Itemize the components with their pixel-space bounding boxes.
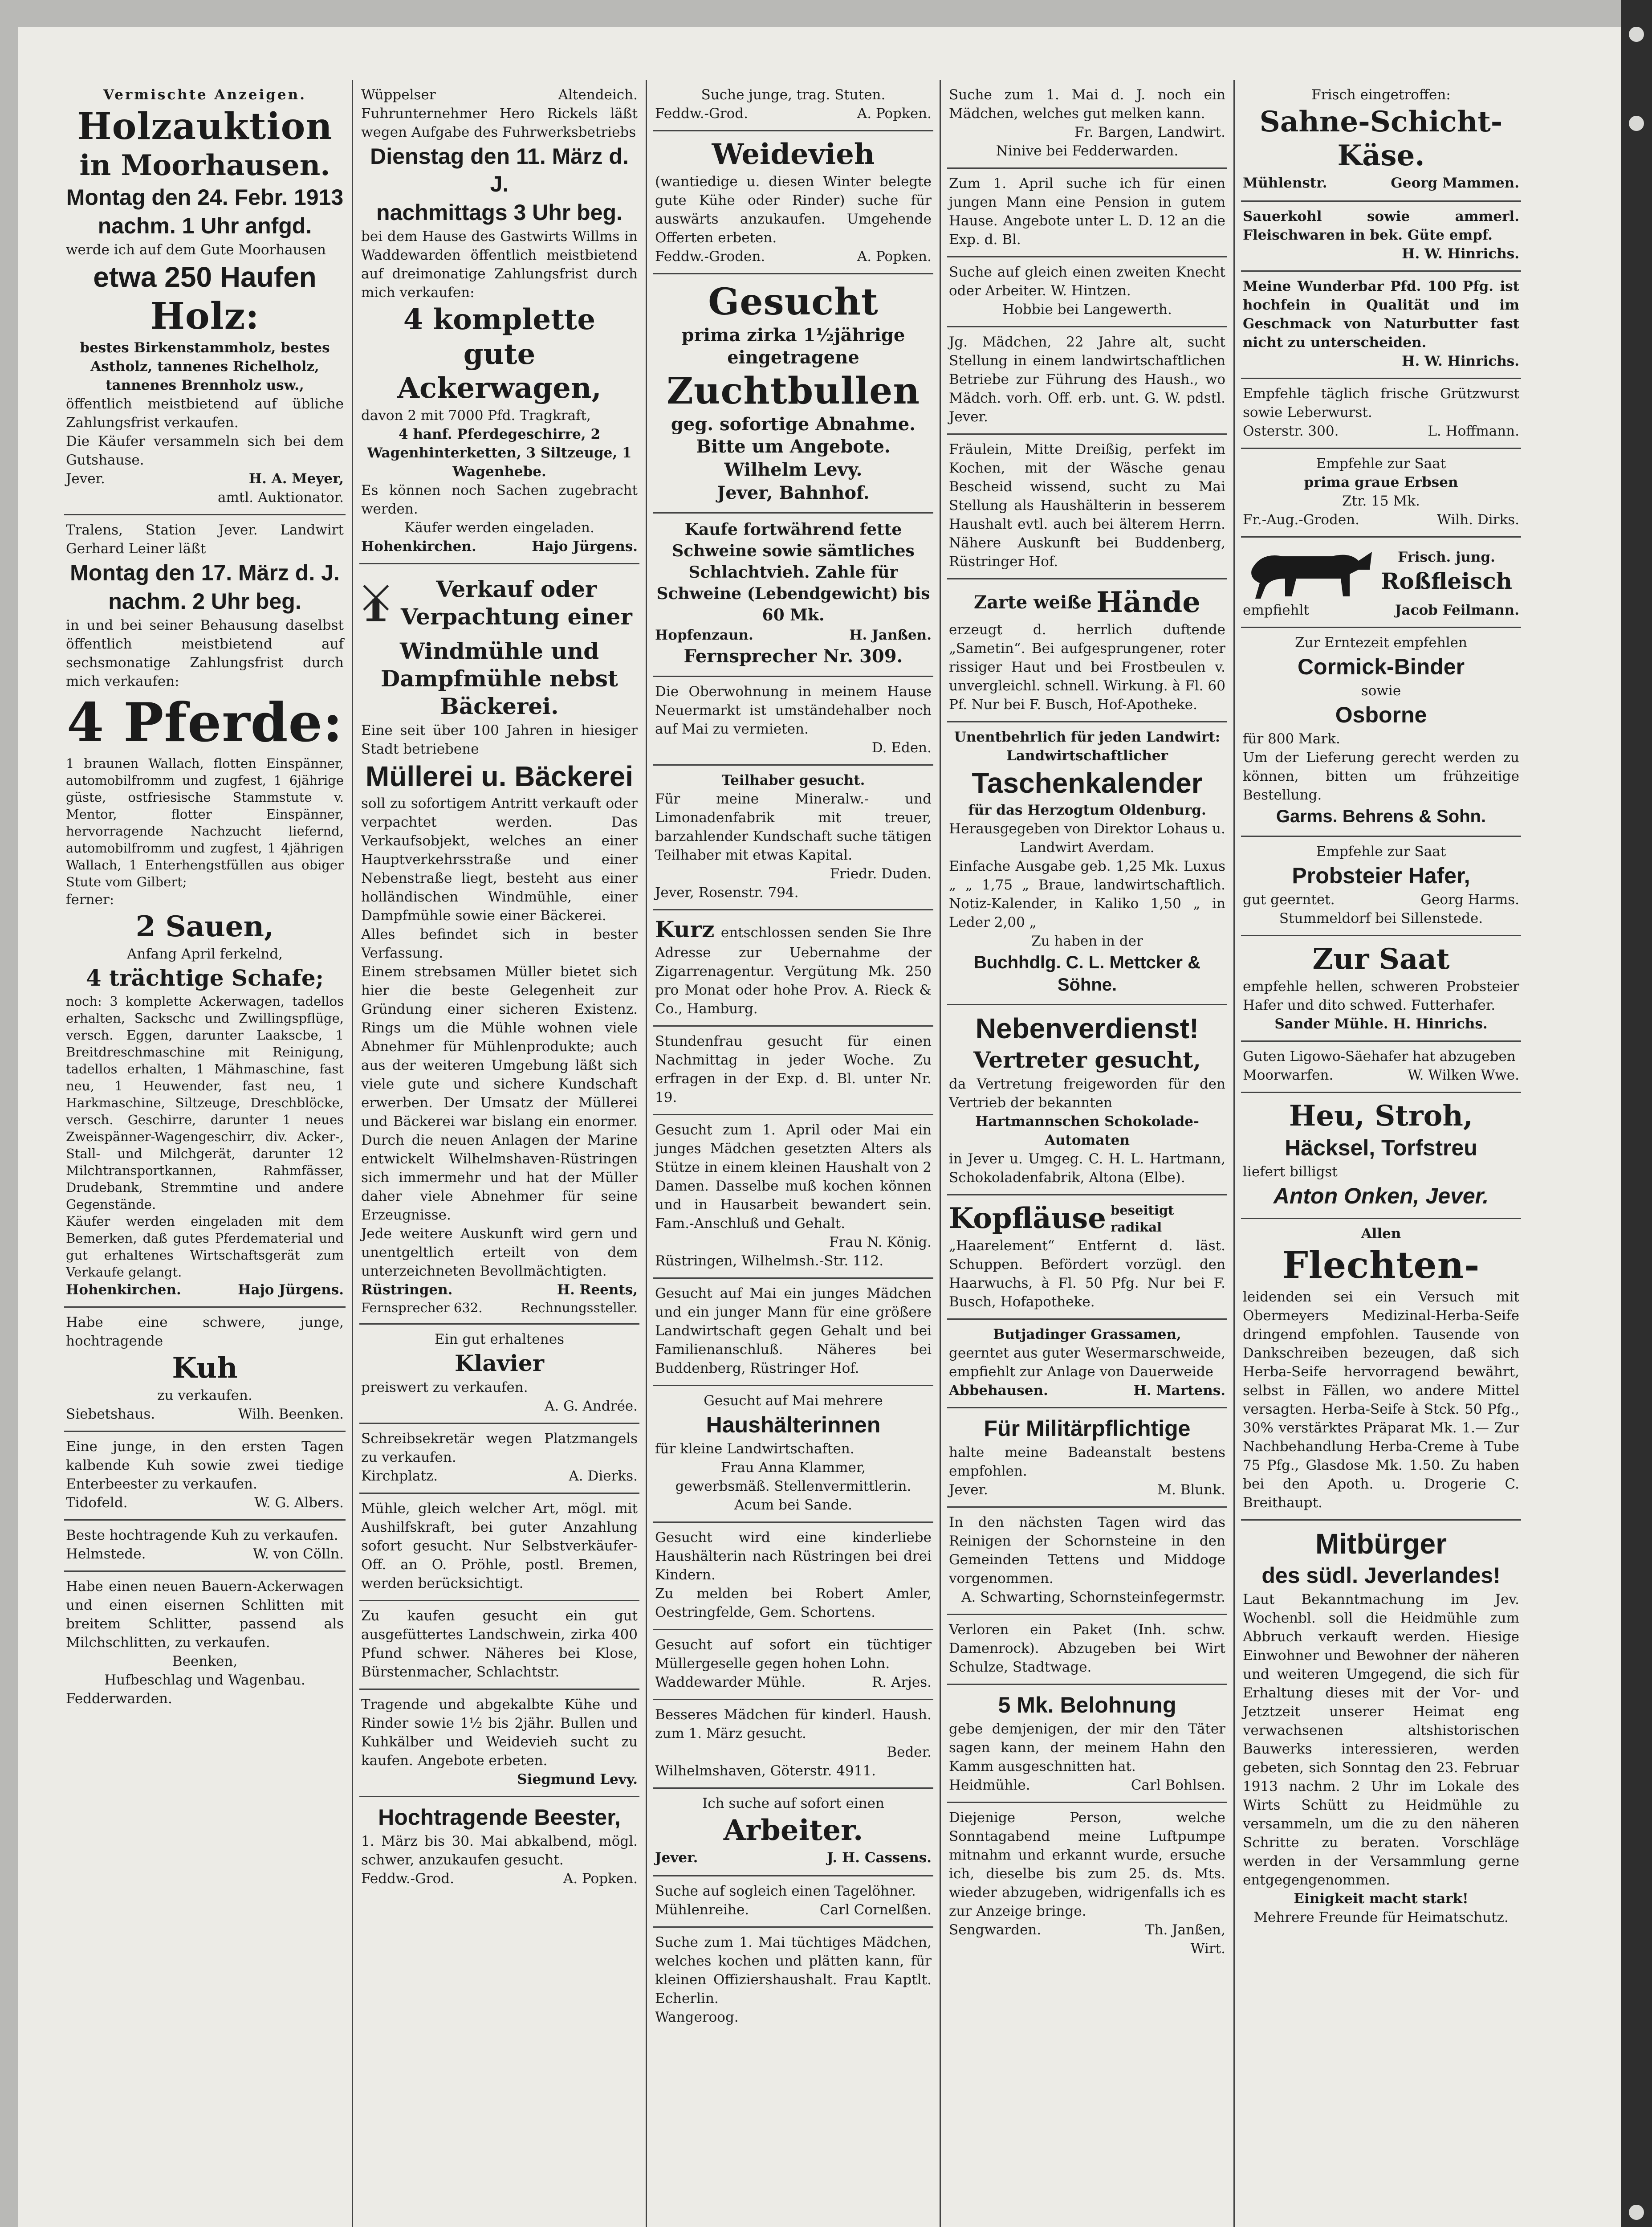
ad-kuh-1 [64, 1308, 346, 1432]
ad-text: Hartmannschen Schokolade-Automaten [975, 1114, 1199, 1148]
ad-grassamen [947, 1320, 1227, 1408]
ad-text: Zu melden bei Robert Amler, Oestringfelde, Gem. Schortens. [655, 1586, 932, 1620]
ad-text: Empfehle zur Saat [1316, 844, 1446, 860]
ad-text: Schreibsekretär wegen Platzmangels zu verkaufen. [361, 1431, 638, 1465]
ad-maedchen-2 [653, 1279, 933, 1386]
ad-maedchen-1 [653, 1115, 933, 1279]
ad-text: Habe einen neuen Bauern-Ackerwagen und einen eisernen Schlitten mit breitem Schlitter, passend als Milchschlitten, zu verkaufen. [66, 1578, 344, 1651]
column-5 [1233, 80, 1527, 2227]
ad-pferde [64, 515, 346, 1308]
ad-zigarrenagentur [653, 910, 933, 1027]
ad-text: Alles befindet sich in bester Verfassung. [361, 926, 638, 961]
ad-signature: Beenken, [172, 1653, 238, 1669]
ad-signature: Siegmund Levy. [517, 1771, 638, 1787]
ad-signature: Feddw.-Groden. A. Popken. [655, 249, 932, 265]
ad-text: Laut Bekanntmachung im Jev. Wochenbl. soll die Heidmühle zum Abbruch verkauft werden. Hiesige Einwohner und Bewohner der näheren und weiteren Umgegend, die sich für Erhaltung dieses mit der Vor- und Jetztzeit unserer Heimat eng verwachsenen altshistorischen Bauwerks interessieren, werden gebeten, sich Sonntag den 23. Februar 1913 nachm. 2 Uhr im Lokale des Wirts Schütt zu Heidmühle zu versammeln, um die zu den näheren Schritte zu beraten. Vorschläge werden in der Versammlung gerne entgegengenommen. [1243, 1591, 1519, 1888]
ad-wagen [64, 1572, 346, 1715]
ad-kopflaeuse [947, 1195, 1227, 1320]
ad-text: Kaufe fortwährend fette Schweine sowie sämtliches Schlachtvieh. Zahle für Schweine (Lebendgewicht) bis 60 Mk. [656, 520, 930, 624]
ad-landschwein [359, 1601, 639, 1690]
ad-headline: Hochtragende Beester, [378, 1805, 621, 1830]
ad-text: Tralens, Station Jever. Landwirt Gerhard Leiner läßt [66, 522, 344, 557]
ad-signature: H. W. Hinrichs. [1402, 246, 1519, 262]
ad-text: (wantiedige u. diesen Winter belegte gute Kühe oder Rinder) suche für auswärts anzukaufen. Umgehende Offerten erbeten. [655, 174, 932, 246]
ad-text: empfehle hellen, schweren Probsteier Hafer und dito schwed. Futterhafer. [1243, 979, 1519, 1013]
ad-headline: Weidevieh [712, 138, 875, 171]
ad-cormick-binder [1241, 628, 1521, 837]
ad-headline: Gesucht [708, 281, 879, 323]
ad-kuh-2 [64, 1432, 346, 1521]
ad-text: Wüppelser Altendeich. Fuhrunternehmer Hero Rickels läßt wegen Aufgabe des Fuhrwerksbetriebs [361, 87, 638, 140]
ad-headline: Roßfleisch [1381, 568, 1512, 594]
ad-signature: Mühlenreihe. Carl Cornelßen. [655, 1902, 932, 1918]
ad-text: Zu haben in der [1031, 933, 1143, 949]
ad-signature: Jever. M. Blunk. [949, 1482, 1225, 1498]
ad-signature: Kirchplatz. A. Dierks. [361, 1468, 638, 1484]
ad-signature: empfiehlt Jacob Feilmann. [1243, 602, 1519, 618]
ad-signature: Abbehausen. H. Martens. [949, 1383, 1225, 1399]
ad-text: in Jever u. Umgeg. C. H. L. Hartmann, Schokoladenfabrik, Altona (Elbe). [949, 1151, 1225, 1186]
ad-text: Mühle, gleich welcher Art, mögl. mit Aushilfskraft, bei guter Anzahlung sofort gesucht. Nur Selbstverkäufer-Off. an O. Pröhle, postl. Bremen, werden berücksichtigt. [361, 1501, 638, 1591]
ad-signature: Sengwarden. Th. Janßen, [949, 1922, 1225, 1938]
ad-prices: Einfache Ausgabe geb. 1,25 Mk. Luxus „ „ 1,75 „ Braue, landwirtschaftlich. Notiz-Kalender, in Kaliko 1,50 „ in Leder 2,00 „ [949, 858, 1225, 930]
ad-place: Wangeroog. [655, 2009, 739, 2025]
ad-arbeiter [653, 1789, 933, 1876]
ad-text: zu verkaufen. [157, 1387, 252, 1403]
ad-zuchtbullen [653, 274, 933, 514]
ad-pension [947, 169, 1227, 257]
horse-icon [1243, 543, 1376, 601]
ad-signature: Waddewarder Mühle. R. Arjes. [655, 1674, 932, 1690]
ad-text: soll zu sofortigem Antritt verkauft oder verpachtet werden. Das Verkaufsobjekt, welches an einer Hauptverkehrsstraße und einer Nebenstraße liegt, besteht aus einer holländischen Windmühle, einer Dampfmühle sowie einer Bäckerei. [361, 795, 638, 924]
ad-text: Fräulein, Mitte Dreißig, perfekt im Kochen, mit der Wäsche genau Bescheid wissend, sucht zu Mai Stellung als Haushälterin in besserem Haushalt evtl. auch bei älterem Herrn. Nähere Auskunft bei Buddenberg, Rüstringer Hof. [949, 441, 1225, 570]
ad-rossfleisch [1241, 538, 1521, 628]
ad-signature: Beder. [887, 1744, 932, 1760]
ad-schornsteine [947, 1508, 1227, 1615]
ad-headline: 5 Mk. Belohnung [998, 1693, 1176, 1717]
ad-signature: Helmstede. W. von Cölln. [66, 1546, 344, 1562]
ad-haende [947, 579, 1227, 722]
ad-headline: Holzauktion [77, 105, 333, 148]
ad-headline: prima graue Erbsen [1304, 474, 1458, 490]
ad-signature-role: Fernsprecher 632. Rechnungssteller. [361, 1300, 638, 1315]
ad-text: Empfehle täglich frische Grützwurst sowie Leberwurst. [1243, 386, 1519, 420]
ad-signature: A. Schwarting, Schornsteinfegermstr. [961, 1589, 1225, 1605]
ad-headline: Arbeiter. [723, 1814, 863, 1847]
ad-probsteier-hafer [1241, 837, 1521, 936]
ad-text: halte meine Badeanstalt bestens empfohlen. [949, 1444, 1225, 1479]
ad-text: gebe demjenigen, der mir den Täter sagen kann, der meinem Hahn den Kamm ausgeschnitten hat. [949, 1721, 1225, 1774]
ad-signature: Frau N. König. [829, 1234, 932, 1250]
ad-text: Unentbehrlich für jeden Landwirt: [954, 729, 1221, 745]
ad-text: Diejenige Person, welche Sonntagabend meine Luftpumpe mitnahm und erkannt wurde, ersuche ich, dieselbe bis zum 25. ds. Mts. wieder abzugeben, widrigenfalls ich es zur Anzeige bringe. [949, 1810, 1225, 1919]
ad-headline: Probsteier Hafer, [1292, 863, 1470, 888]
ad-text: preiswert zu verkaufen. [361, 1379, 528, 1395]
ad-headline: Sahne-Schicht-Käse. [1259, 105, 1503, 172]
ad-kaese [1241, 80, 1521, 202]
ad-text: öffentlich meistbietend auf übliche Zahlungsfrist verkaufen. [66, 396, 344, 431]
ad-place: Acum bei Sande. [734, 1497, 852, 1513]
ad-haushaelterin [653, 1523, 933, 1630]
ad-ligowo-hafer [1241, 1042, 1521, 1093]
ad-erbsen [1241, 449, 1521, 538]
ad-headline: Haushälterinnen [706, 1412, 881, 1437]
ad-fraeulein [947, 435, 1227, 579]
ad-text: Verloren ein Paket (Inh. schw. Damenrock). Abzugeben bei Wirt Schulze, Stadtwage. [949, 1622, 1225, 1675]
ad-flechten [1241, 1219, 1521, 1521]
ad-text: Habe eine schwere, junge, hochtragende [66, 1314, 344, 1349]
ad-text: Gesucht auf Mai ein junges Mädchen und ein junger Mann für eine größere Landwirtschaft gegen Gehalt und bei Familienanschluß. Näheres bei Buddenberg, Rüstringer Hof. [655, 1285, 932, 1376]
ad-jg-maedchen [947, 327, 1227, 435]
ad-muehle [359, 564, 639, 1325]
ad-headline: Kurz [655, 916, 715, 942]
binding-hole-icon [1629, 27, 1644, 42]
ad-headline-sauen: 2 Sauen, [135, 910, 274, 943]
ad-headline: Cormick-Binder [1297, 654, 1465, 679]
ad-headline: Für Militärpflichtige [984, 1416, 1191, 1441]
ad-gruetzwurst [1241, 379, 1521, 449]
ad-belohnung [947, 1685, 1227, 1803]
ad-signature: Anton Onken, Jever. [1273, 1183, 1489, 1208]
ad-list: noch: 3 komplette Ackerwagen, tadellos erhalten, Sackschc und Zwillingspflüge, versch. Eggen, darunter Laakscbe, 1 Breitdreschmaschine mit Reinigung, tadellos erhalten, 1 Mähmaschine, fast neu, 1 Heuwender, fast neu, 1 Harkmaschine, Siltzeuge, Dreschblöcke, versch. Geschirre, darunter 1 neues Zweispänner-Wagengeschirr, div. Acker-, Stall- und Milchgerät, darunter 12 Milchtransportkannen, Rahmfässer, Drudebank, Stremmtine und andere Gegenstände. [66, 994, 344, 1212]
ad-rinder [359, 1690, 639, 1797]
ad-text: 1. März bis 30. Mai abkalbend, mögl. schwer, anzukaufen gesucht. [361, 1833, 638, 1868]
ad-signature: Hohenkirchen. Hajo Jürgens. [361, 538, 638, 555]
ad-place: Ninive bei Fedderwarden. [996, 143, 1179, 159]
ad-ackerwagen [359, 80, 639, 564]
ad-text: Die Oberwohnung in meinem Hause Neuermarkt ist umständehalber noch auf Mai zu vermieten. [655, 684, 932, 737]
ad-militaerpflichtige [947, 1408, 1227, 1508]
ad-text: In den nächsten Tagen wird das Reinigen der Schornsteine in den Gemeinden Tettens und Middoge vorgenommen. [949, 1514, 1225, 1587]
binding-hole-icon [1629, 2205, 1644, 2220]
ad-headline: Kopfläuse [949, 1202, 1106, 1235]
ad-text: leidenden sei ein Versuch mit Obermeyers Medizinal-Herba-Seife dringend empfohlen. Tausende von Dankschreiben bezeugen, daß sich Herba-Seife hervorragend bewährt, selbst in Fällen, wo andere Mittel versagten. Herba-Seife à Stck. 50 Pfg., 30% verstärktes Präparat Mk. 1.— Zur Nachbehandlung Herba-Creme à Tube 75 Pfg., Glasdose Mk. 1.50. Zu haben bei den Apoth. u. Drogerie C. Breithaupt. [1243, 1289, 1519, 1511]
ad-besseres-maedchen [653, 1700, 933, 1789]
ad-headline: 4 Pferde: [66, 691, 343, 754]
ad-text: Suche zum 1. Mai d. J. noch ein Mädchen, welches gut melken kann. [949, 87, 1225, 122]
ad-text: für kleine Landwirtschaften. [655, 1441, 854, 1457]
ad-text: Zur Erntezeit empfehlen [1295, 635, 1467, 651]
ad-melkmaedchen [947, 80, 1227, 169]
ad-phone: Fernsprecher Nr. 309. [684, 646, 903, 667]
ad-date: Montag den 17. März d. J. [70, 560, 340, 585]
ad-teilhaber [653, 766, 933, 910]
ad-signature: Fr.-Aug.-Groden. Wilh. Dirks. [1243, 512, 1519, 528]
ad-beester [359, 1797, 639, 1895]
ad-headline: Verkauf oder Verpachtung einer [400, 576, 632, 630]
ad-headline-holz: Holz: [150, 295, 260, 338]
ad-zur-saat [1241, 936, 1521, 1042]
ad-signature-role: Hufbeschlag und Wagenbau. [104, 1672, 305, 1688]
ad-text: Frisch. jung. [1398, 549, 1495, 565]
ad-holzauktion [64, 80, 346, 515]
ad-headline: Osborne [1335, 702, 1427, 727]
ad-signature: Rüstringen. H. Reents, [361, 1282, 638, 1298]
ad-text: Tragende und abgekalbte Kühe und Rinder sowie 1½ bis 2jähr. Bullen und Kuhkälber und Weidevieh sucht zu kaufen. Angebote erbeten. [361, 1697, 638, 1769]
ad-signature: H. W. Hinrichs. [1402, 353, 1519, 369]
ad-taschenkalender [947, 722, 1227, 1005]
ad-schweine [653, 514, 933, 677]
ad-signature: Jever. H. A. Meyer, [66, 471, 344, 487]
ad-signature: Friedr. Duden. [830, 866, 932, 882]
ad-text: Käufer werden eingeladen. [404, 520, 594, 536]
ad-signature: Siebetshaus. Wilh. Beenken. [66, 1406, 344, 1422]
ad-text: Eine seit über 100 Jahren in hiesiger Stadt betriebene [361, 722, 638, 757]
ad-text: Jede weitere Auskunft wird gern und unentgeltlich erteilt von dem unterzeichneten Bevollmächtigten. [361, 1226, 638, 1279]
ad-text: Empfehle zur Saat [1316, 456, 1446, 472]
ad-signature: Osterstr. 300. L. Hoffmann. [1243, 423, 1519, 439]
ad-sauerkohl [1241, 202, 1521, 272]
ad-signature: Buchhdlg. C. L. Mettcker & Söhne. [974, 953, 1200, 995]
ad-signature: Hopfenzaun. H. Janßen. [655, 627, 932, 643]
ad-place: Fedderwarden. [66, 1691, 172, 1707]
ad-text: in und bei seiner Behausung daselbst öffentlich meistbietend auf sechsmonatige Zahlungsfrist durch mich verkaufen: [66, 617, 344, 689]
ad-place: Jever, Bahnhof. [717, 482, 870, 503]
ad-text: Käufer werden eingeladen mit dem Bemerken, daß gutes Pferdematerial und gut erhaltenes Wirtschaftsgerät zum Verkaufe gelangt. [66, 1214, 344, 1280]
ad-place: Rüstringen, Wilhelmsh.-Str. 112. [655, 1253, 884, 1269]
ad-text: Es können noch Sachen zugebracht werden. [361, 482, 638, 517]
ad-headline: Klavier [454, 1350, 545, 1376]
ad-list: 1 braunen Wallach, flotten Einspänner, automobilfromm und zugfest, 1 6jährige güste, ostfriesische Stammstute v. Mentor, flotter Einspänner, hervorragende Nachzucht liefernd, automobilfromm und zugfest, 1 4jährigen Wallach, 1 Enterhengstfüllen aus obiger Stute vom Gilbert; [66, 756, 344, 889]
ad-types: bestes Birkenstammholz, bestes Astholz, tannenes Richelholz, tannenes Brennholz usw., [80, 340, 330, 393]
ad-text: werde ich auf dem Gute Moorhausen [66, 242, 326, 258]
ad-wunderbar [1241, 272, 1521, 379]
ad-signature: Tidofeld. W. G. Albers. [66, 1495, 344, 1511]
ad-signature: Feddw.-Grod. A. Popken. [361, 1871, 638, 1887]
ad-headline-schafe: 4 trächtige Schafe; [85, 965, 324, 991]
ad-text: davon 2 mit 7000 Pfd. Tragkraft, [361, 408, 591, 424]
ad-text: geg. sofortige Abnahme. Bitte um Angebote. [671, 414, 916, 457]
ad-tageloehner [653, 1876, 933, 1928]
ad-text: da Vertretung freigeworden für den Vertrieb der bekannten [949, 1076, 1225, 1111]
ad-signature: Feddw.-Grod. A. Popken. [655, 106, 932, 122]
ad-text: Suche auf sogleich einen Tagelöhner. [655, 1883, 916, 1899]
ad-list: 4 hanf. Pferdegeschirre, 2 Wagenhinterketten, 3 Siltzeuge, 1 Wagenhebe. [367, 426, 632, 480]
book-binding-edge [1621, 0, 1652, 2227]
ad-headline: Zuchtbullen [667, 370, 920, 412]
ad-signature: Frau Anna Klammer, [720, 1460, 866, 1476]
ad-text: Um der Lieferung gerecht werden zu können, bitten um frühzeitige Bestellung. [1243, 750, 1519, 803]
ad-date: Montag den 24. Febr. 1913 [66, 185, 344, 210]
column-4 [940, 80, 1233, 2227]
ad-wohnung [653, 677, 933, 766]
ad-signature-role: amtl. Auktionator. [218, 489, 344, 506]
ad-stuten [653, 80, 933, 131]
ad-text: Anfang April ferkelnd, [126, 946, 283, 962]
ad-signature: Heidmühle. Carl Bohlsen. [949, 1777, 1225, 1793]
ad-text: Herausgegeben von Direktor Lohaus u. Landwirt Averdam. [949, 821, 1225, 856]
ad-signature: Garms. Behrens & Sohn. [1276, 807, 1486, 826]
ad-text: Allen [1361, 1226, 1401, 1242]
ad-text: Eine junge, in den ersten Tagen kalbende Kuh sowie zwei tiedige Enterbeester zu verkaufen. [66, 1439, 344, 1492]
ad-text: Landwirtschaftlicher [1006, 748, 1168, 764]
ad-text: Guten Ligowo-Säehafer hat abzugeben [1243, 1048, 1516, 1065]
ad-text: Gesucht wird eine kinderliebe Haushälterin nach Rüstringen bei drei Kindern. [655, 1530, 932, 1583]
ad-signature: gut geerntet. Georg Harms. [1243, 892, 1519, 908]
ad-headline: Hände [1096, 586, 1200, 619]
ad-place: Wilhelmshaven, Göterstr. 4911. [655, 1763, 876, 1779]
ad-luftpumpe [947, 1803, 1227, 1965]
ad-signature: D. Eden. [871, 740, 932, 756]
ad-offiziershaushalt [653, 1928, 933, 2034]
column-3 [646, 80, 940, 2227]
ad-text: Sauerkohl sowie ammerl. Fleischwaren in bek. Güte empf. [1243, 208, 1519, 243]
ad-text: sowie [1361, 683, 1401, 699]
ad-headline: gute Ackerwagen, [397, 338, 602, 405]
ad-date: Dienstag den 11. März d. J. [370, 144, 629, 196]
ad-headline: Häcksel, Torfstreu [1285, 1135, 1477, 1160]
ad-knecht [947, 257, 1227, 327]
ad-headline: Heu, Stroh, [1289, 1099, 1473, 1133]
binding-hole-icon [1629, 116, 1644, 131]
ad-text: Die Käufer versammeln sich bei dem Gutshause. [66, 433, 344, 468]
ad-text: ferner: [66, 892, 114, 908]
ad-headline: 4 komplette [403, 303, 596, 336]
ad-stundenfrau [653, 1027, 933, 1115]
ad-muellergeselle [653, 1630, 933, 1700]
ad-time: nachm. 1 Uhr anfgd. [98, 213, 312, 238]
ad-kuh-3 [64, 1521, 346, 1572]
ad-text: Gesucht auf Mai mehrere [704, 1393, 883, 1409]
ad-place: Stummeldorf bei Sillenstede. [1279, 910, 1483, 926]
ad-text: Besseres Mädchen für kinderl. Haush. zum 1. März gesucht. [655, 1707, 932, 1742]
ad-heu-stroh [1241, 1093, 1521, 1219]
ad-headline: Mitbürger [1315, 1528, 1447, 1560]
ad-signature: Hohenkirchen. Hajo Jürgens. [66, 1282, 344, 1298]
ad-text: Ich suche auf sofort einen [702, 1795, 884, 1811]
ad-signature-role: Wirt. [1190, 1941, 1225, 1957]
ad-amount: etwa 250 Haufen [93, 261, 317, 293]
ad-text: erzeugt d. herrlich duftende „Sametin“. Bei aufgesprungener, roter rissiger Haut und bei Frostbeulen v. unvergleichl. schnell. Wirkung. à Fl. 60 Pf. Nur bei F. Busch, Hof-Apotheke. [949, 622, 1225, 713]
ad-text: geerntet aus guter Wesermarschweide, empfiehlt zur Anlage von Dauerweide [949, 1345, 1225, 1380]
ad-signature: Fr. Bargen, Landwirt. [1074, 124, 1225, 140]
ad-place: Hobbie bei Langewerth. [1002, 302, 1172, 318]
ad-paket [947, 1615, 1227, 1685]
ad-headline: Müllerei u. Bäckerei [365, 760, 634, 792]
ad-text: Gesucht zum 1. April oder Mai ein junges Mädchen gesetzten Alters als Stütze in einem kleinen Haushalt von 2 Damen. Dasselbe muß kochen können und in Hausarbeit bewandert sein. Fam.-Anschluß und Gehalt. [655, 1122, 932, 1232]
ad-text: bei dem Hause des Gastwirts Willms in Waddewarden öffentlich meistbietend auf dreimonatige Zahlungsfrist durch mich verkaufen: [361, 228, 638, 301]
ad-headline: Kuh [172, 1351, 238, 1385]
ad-text: Gesucht auf sofort ein tüchtiger Müllergeselle gegen hohen Lohn. [655, 1637, 932, 1672]
ad-text: Beste hochtragende Kuh zu verkaufen. [66, 1527, 338, 1543]
ad-text: Für meine Mineralw.- und Limonadenfabrik mit treuer, barzahlender Kundschaft suche tätigen Teilhaber mit etwas Kapital. [655, 791, 932, 863]
ad-haushaelterinnen [653, 1386, 933, 1523]
ad-text: Frisch eingetroffen: [1311, 87, 1451, 103]
advert-columns [58, 80, 1607, 2227]
ad-text: prima zirka 1½jährige eingetragene [681, 325, 905, 368]
ad-text: Zu kaufen gesucht ein gut ausgefüttertes Landschwein, zirka 400 Pfund schwer. Näheres bei Klose, Bürstenmacher, Schlachtstr. [361, 1608, 638, 1680]
ad-headline: Flechten- [1282, 1244, 1480, 1287]
ad-headline: Taschenkalender [972, 767, 1203, 799]
ad-price: für 800 Mark. [1243, 731, 1340, 747]
ad-headline: Teilhaber gesucht. [721, 772, 865, 788]
ad-headline: Butjadinger Grassamen, [993, 1326, 1181, 1342]
ad-text: Jg. Mädchen, 22 Jahre alt, sucht Stellung in einem landwirtschaftlichen Betriebe zur Führung des Haush., wo Mädch. vorh. Off. erb. unt. G. W. pdstl. Jever. [949, 334, 1225, 425]
ad-headline: Nebenverdienst! [975, 1012, 1199, 1044]
ad-klavier [359, 1325, 639, 1424]
ad-text: „Haarelement“ Entfernt d. läst. Schuppen. Befördert vorzügl. den Haarwuchs, à Fl. 50 Pfg. Nur bei F. Busch, Hofapotheke. [949, 1238, 1225, 1310]
ad-schreibsekretaer [359, 1424, 639, 1494]
ad-muehle-gesucht [359, 1494, 639, 1601]
ad-headline: Windmühle und Dampfmühle nebst Bäckerei. [380, 638, 618, 719]
ad-text: Zum 1. April suche ich für einen jungen Mann eine Pension in gutem Hause. Angebote unter L. D. 12 an die Exp. d. Bl. [949, 175, 1225, 248]
newspaper-page [18, 27, 1621, 2227]
section-rubric: Vermischte Anzeigen. [103, 87, 306, 103]
ad-mitbuerger [1241, 1521, 1521, 1934]
ad-text: Suche junge, trag. Stuten. [701, 87, 886, 103]
windmill-icon [361, 570, 391, 636]
ad-signature: Wilhelm Levy. [724, 459, 863, 480]
ad-text: Einem strebsamen Müller bietet sich hier die beste Gelegenheit zur Gründung einer sicheren Existenz. Rings um die Mühle wohnen viele Abnehmer für Mühlenprodukte; auch aus der weiteren Umgebung läßt sich viele gute und sichere Kundschaft erwerben. Der Umsatz der Müllerei und Bäckerei war bislang ein enormer. Durch die neuen Anlagen der Marine entwickelt Wilhelmshaven-Rüstringen sich immermehr und hat der Müller daher viele Abnehmer für seine Erzeugnisse. [361, 964, 638, 1223]
ad-text: Suche auf gleich einen zweiten Knecht oder Arbeiter. W. Hintzen. [949, 264, 1225, 299]
ad-headline: Vertreter gesucht, [973, 1047, 1201, 1073]
ad-place: Jever, Rosenstr. 794. [655, 885, 799, 901]
ad-nebenverdienst [947, 1005, 1227, 1195]
ad-signature: Moorwarfen. W. Wilken Wwe. [1243, 1067, 1519, 1083]
ad-time: nachm. 2 Uhr beg. [108, 589, 301, 614]
ad-signature: Jever. J. H. Cassens. [655, 1850, 932, 1866]
ad-text: liefert billigst [1243, 1164, 1338, 1180]
ad-lead: Zarte weiße [974, 592, 1092, 613]
ad-place: in Moorhausen. [79, 149, 330, 182]
ad-motto: Einigkeit macht stark! [1294, 1891, 1469, 1907]
ad-signature: Sander Mühle. H. Hinrichs. [1274, 1016, 1488, 1032]
ad-text: Meine Wunderbar Pfd. 100 Pfg. ist hochfein in Qualität und im Geschmack von Naturbutter fast nicht zu unterscheiden. [1243, 278, 1519, 351]
ad-subheadline: beseitigt radikal [1110, 1203, 1174, 1235]
ad-signature: Mehrere Freunde für Heimatschutz. [1253, 1909, 1509, 1925]
ad-weidevieh [653, 131, 933, 274]
ad-text: Ein gut erhaltenes [434, 1331, 565, 1347]
ad-headline: Zur Saat [1312, 942, 1450, 976]
ad-text: für das Herzogtum Oldenburg. [968, 802, 1206, 818]
ad-text: Stundenfrau gesucht für einen Nachmittag in jeder Woche. Zu erfragen in der Exp. d. Bl. unter Nr. 19. [655, 1033, 932, 1105]
ad-signature: Mühlenstr. Georg Mammen. [1243, 175, 1519, 191]
ad-headline: des südl. Jeverlandes! [1261, 1563, 1501, 1588]
ad-time: nachmittags 3 Uhr beg. [376, 200, 623, 225]
column-1 [58, 80, 352, 2227]
ad-text: Suche zum 1. Mai tüchtiges Mädchen, welches kochen und plätten kann, für kleinen Offiziershaushalt. Frau Kaptlt. Echerlin. [655, 1934, 932, 2007]
ad-signature-role: gewerbsmäß. Stellenvermittlerin. [675, 1478, 911, 1494]
ad-text: entschlossen senden Sie Ihre Adresse zur Uebernahme der Zigarrenagentur. Vergütung Mk. 250 pro Monat oder hohe Prov. A. Rieck & Co., Hamburg. [655, 925, 932, 1017]
ad-signature: A. G. Andrée. [544, 1398, 638, 1414]
column-2 [352, 80, 646, 2227]
ad-price: Ztr. 15 Mk. [1342, 493, 1420, 509]
